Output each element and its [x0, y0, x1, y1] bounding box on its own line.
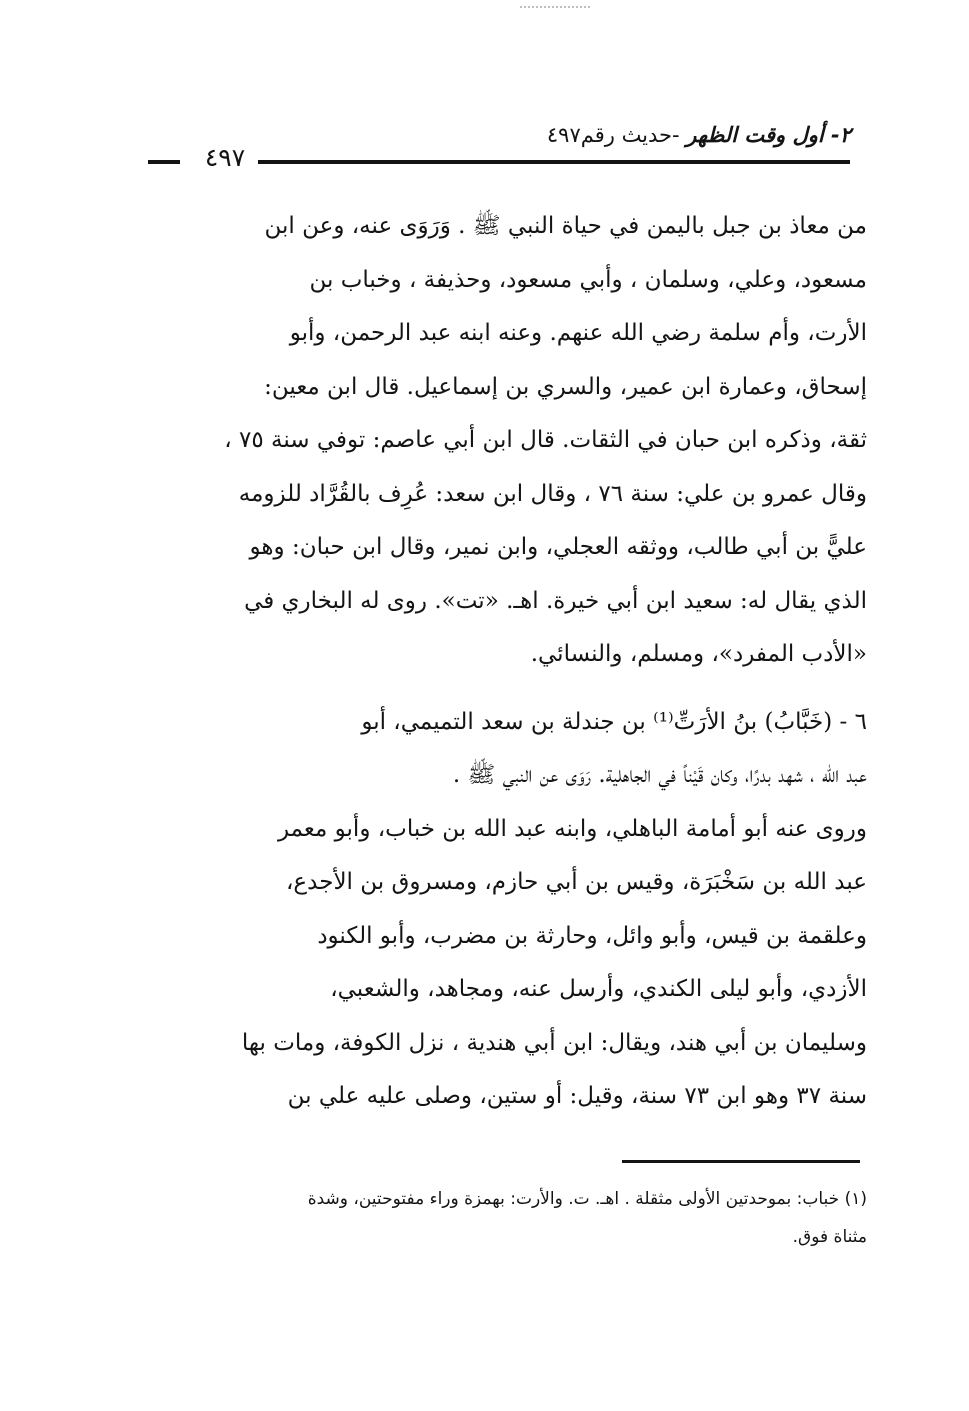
text-line: وعلقمة بن قيس، وأبو وائل، وحارثة بن مضرب، وأبو الكنود: [317, 922, 867, 949]
footnote-line: (١) خباب: بموحدتين الأولى مثقلة . اهـ. ت. والأرت: بهمزة وراء مفتوحتين، وشدة: [307, 1189, 867, 1209]
paragraph-gap: [145, 682, 867, 696]
text-line: ثقة، وذكره ابن حبان في الثقات. قال ابن أبي عاصم: توفي سنة ٧٥ ،: [224, 427, 867, 453]
scan-mark: [520, 6, 590, 10]
text-line: «الأدب المفرد»، ومسلم، والنسائي.: [530, 641, 867, 667]
text-line: وسليمان بن أبي هند، ويقال: ابن أبي هندية ، نزل الكوفة، ومات بها: [241, 1029, 867, 1056]
text-line: عبد الله ، شهد بدرًا، وكان قَيْناً في الجاهلية. رَوَى عن النبي ﷺ .: [452, 762, 867, 788]
text-line: الذي يقال له: سعيد ابن أبي خيرة. اهـ. «تت». روى له البخاري في: [244, 587, 867, 614]
text-line: الأزدي، وأبو ليلى الكندي، وأرسل عنه، ومجاهد، والشعبي،: [330, 976, 867, 1002]
text-line: من معاذ بن جبل باليمن في حياة النبي ﷺ . وَرَوَى عنه، وعن ابن: [264, 213, 867, 239]
main-text: [145, 200, 867, 1124]
running-header: [431, 120, 851, 150]
text-line: وروى عنه أبو أمامة الباهلي، وابنه عبد الله بن خباب، وأبو معمر: [277, 815, 867, 842]
footnote-separator: [622, 1160, 860, 1163]
footnote: [145, 1180, 867, 1256]
text-line: إسحاق، وعمارة ابن عمير، والسري بن إسماعيل. قال ابن معين:: [264, 373, 867, 400]
text-line: الأرت، وأم سلمة رضي الله عنهم. وعنه ابنه عبد الرحمن، وأبو: [289, 320, 867, 346]
text-line: سنة ٣٧ وهو ابن ٧٣ سنة، وقيل: أو ستين، وصلى عليه علي بن: [287, 1083, 867, 1109]
text-line: عليًّ بن أبي طالب، ووثقه العجلي، وابن نمير، وقال ابن حبان: وهو: [249, 534, 867, 560]
text-line: عبد الله بن سَخْبَرَة، وقيس بن أبي حازم، ومسروق بن الأجدع،: [286, 869, 867, 895]
text-line: وقال عمرو بن علي: سنة ٧٦ ، وقال ابن سعد: عُرِف بالقُرَّاد للزومه: [238, 480, 867, 507]
footnote-line: مثناة فوق.: [792, 1227, 867, 1247]
hadith-reference: -حديث رقم٤٩٧: [546, 123, 687, 147]
header-rule-right: [258, 160, 850, 164]
header-rule-left: [148, 160, 180, 164]
page-number: ٤٩٧: [204, 143, 246, 172]
chapter-title: ٢- أول وقت الظهر: [686, 123, 851, 147]
text-line: ٦ - (خَبَّابُ) بنُ الأرَتِّ⁽¹⁾ بن جندلة بن سعد التميمي، أبو: [361, 708, 867, 735]
text-line: مسعود، وعلي، وسلمان ، وأبي مسعود، وحذيفة ، وخباب بن: [309, 266, 867, 293]
